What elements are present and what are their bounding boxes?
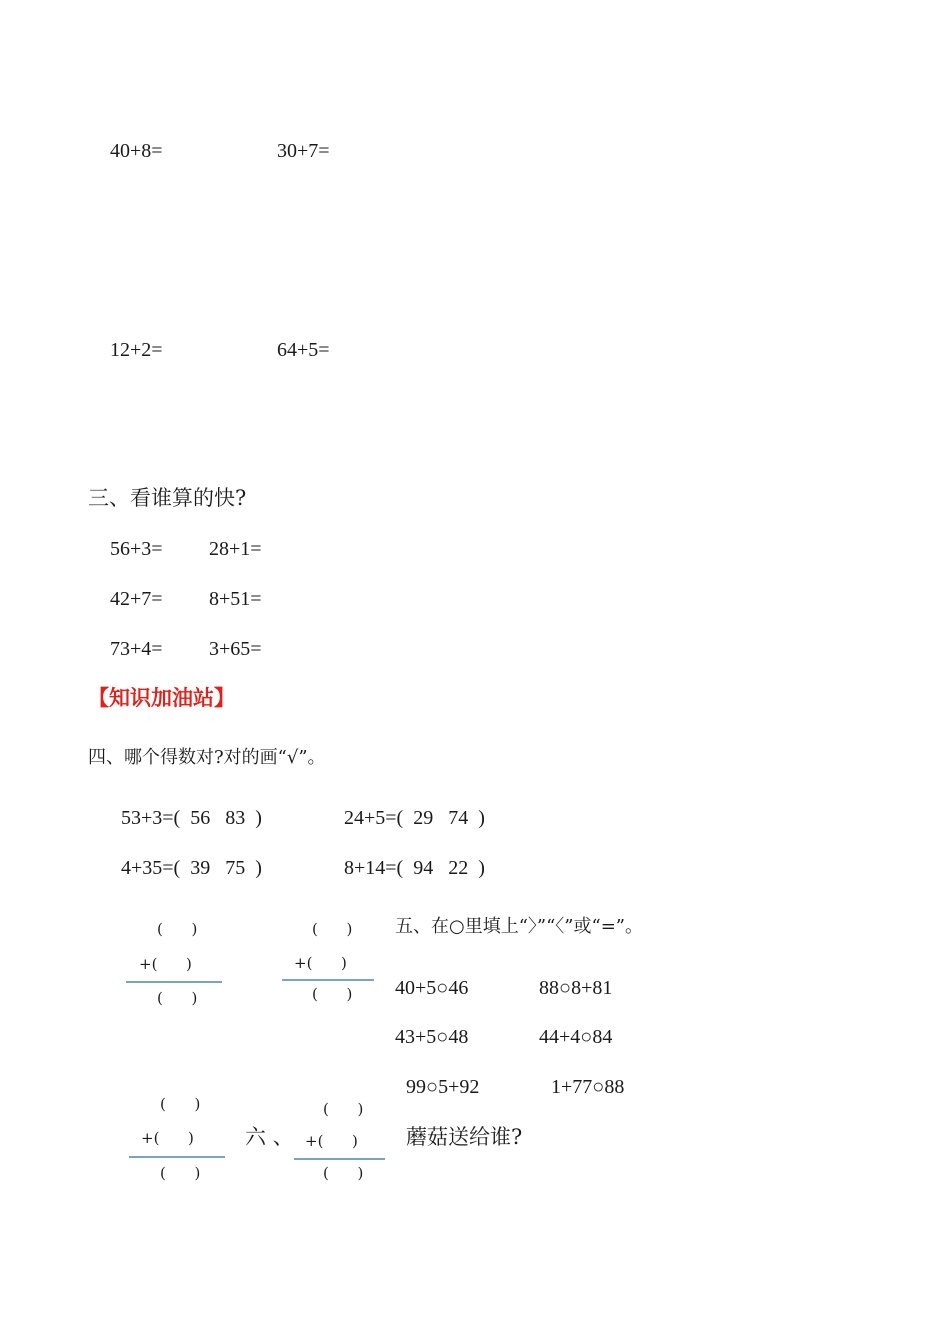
compare-problem: 88○8+81 xyxy=(539,977,613,999)
problem: 56+3= xyxy=(110,538,163,560)
section-6-title: 蘑菇送给谁? xyxy=(406,1125,523,1149)
section-4-title: 四、哪个得数对?对的画“√”。 xyxy=(88,747,326,768)
knowledge-banner: 【知识加油站】 xyxy=(88,685,235,710)
problem-40-8: 40+8= xyxy=(110,140,163,162)
section-3-title: 三、看谁算的快? xyxy=(88,486,247,510)
sum-box[interactable]: ( ) xyxy=(157,989,198,1007)
sum-line xyxy=(126,981,222,983)
problem: 3+65= xyxy=(209,638,262,660)
addend-box[interactable]: +( ) xyxy=(139,955,192,973)
problem-30-7: 30+7= xyxy=(277,140,330,162)
choice-problem: 53+3=( 56 83 ) xyxy=(121,807,262,829)
compare-problem: 40+5○46 xyxy=(395,977,469,999)
problem: 73+4= xyxy=(110,638,163,660)
addend-box[interactable]: +( ) xyxy=(305,1132,358,1150)
problem: 28+1= xyxy=(209,538,262,560)
problem: 8+51= xyxy=(209,588,262,610)
addend-box[interactable]: +( ) xyxy=(141,1129,194,1147)
sum-line xyxy=(294,1158,385,1160)
sum-line xyxy=(129,1156,225,1158)
problem-12-2: 12+2= xyxy=(110,339,163,361)
addend-box[interactable]: ( ) xyxy=(160,1095,201,1113)
addend-box[interactable]: ( ) xyxy=(157,920,198,938)
problem: 42+7= xyxy=(110,588,163,610)
section-6-label: 六 、 xyxy=(245,1125,294,1149)
choice-problem: 4+35=( 39 75 ) xyxy=(121,857,262,879)
sum-box[interactable]: ( ) xyxy=(312,985,353,1003)
addend-box[interactable]: ( ) xyxy=(323,1100,364,1118)
compare-problem: 1+77○88 xyxy=(551,1076,625,1098)
section-5-title: 五、在○里填上“〉”“〈”或“=”。 xyxy=(395,916,643,937)
sum-line xyxy=(282,979,374,981)
compare-problem: 99○5+92 xyxy=(406,1076,480,1098)
choice-problem: 24+5=( 29 74 ) xyxy=(344,807,485,829)
compare-problem: 43+5○48 xyxy=(395,1026,469,1048)
choice-problem: 8+14=( 94 22 ) xyxy=(344,857,485,879)
problem-64-5: 64+5= xyxy=(277,339,330,361)
addend-box[interactable]: ( ) xyxy=(312,920,353,938)
addend-box[interactable]: +( ) xyxy=(294,954,347,972)
sum-box[interactable]: ( ) xyxy=(160,1164,201,1182)
sum-box[interactable]: ( ) xyxy=(323,1164,364,1182)
compare-problem: 44+4○84 xyxy=(539,1026,613,1048)
